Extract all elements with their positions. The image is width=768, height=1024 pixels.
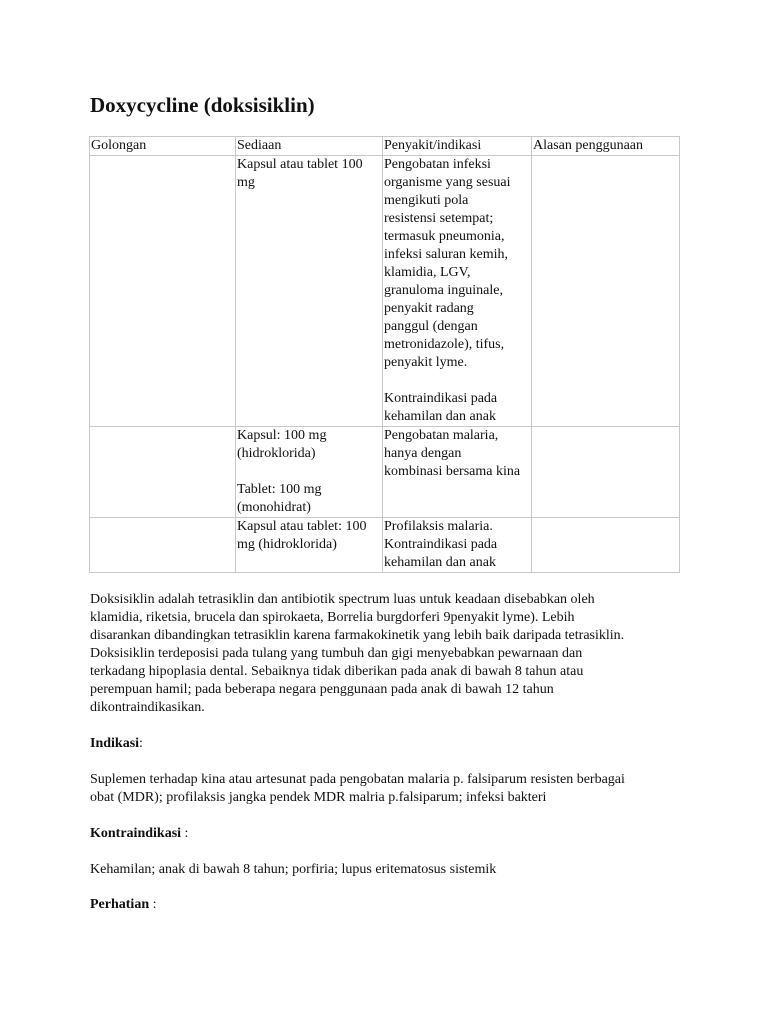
column-header-golongan: Golongan — [90, 137, 236, 156]
indikasi-paragraph — [90, 771, 680, 807]
cell-line: kehamilan dan anak — [384, 409, 496, 424]
cell-sediaan — [236, 518, 383, 573]
text-line: perempuan hamil; pada beberapa negara penggunaan pada anak di bawah 12 tahun — [90, 682, 554, 697]
cell-line: penyakit lyme. — [384, 355, 468, 370]
cell-line: hanya dengan — [384, 446, 462, 461]
cell-alasan — [532, 427, 680, 518]
cell-line: (hidroklorida) — [237, 446, 316, 461]
kontraindikasi-heading: Kontraindikasi — [90, 826, 182, 841]
paragraph-gap — [237, 463, 381, 481]
cell-line: organisme yang sesuai — [384, 175, 511, 190]
cell-line: Profilaksis malaria. — [384, 519, 493, 534]
cell-line: termasuk pneumonia, — [384, 229, 505, 244]
cell-line: resistensi setempat; — [384, 211, 494, 226]
page-title: Doxycycline (doksisiklin) — [90, 93, 315, 117]
cell-golongan — [90, 427, 236, 518]
column-header-sediaan: Sediaan — [236, 137, 383, 156]
cell-indikasi — [383, 156, 532, 427]
table-header-row — [90, 137, 680, 156]
cell-line: mg (hidroklorida) — [237, 537, 337, 552]
text-line: disarankan dibandingkan tetrasiklin karena farmakokinetik yang lebih baik daripada tetrasiklin. — [90, 628, 625, 643]
paragraph-gap — [384, 372, 530, 390]
cell-alasan — [532, 518, 680, 573]
cell-sediaan — [236, 427, 383, 518]
cell-alasan — [532, 156, 680, 427]
table-row — [90, 518, 680, 573]
cell-line: kombinasi bersama kina — [384, 464, 521, 479]
cell-line: Kapsul atau tablet 100 — [237, 157, 363, 172]
cell-line: granuloma inguinale, — [384, 283, 503, 298]
kontraindikasi-colon: : — [181, 826, 189, 841]
text-line: Doksisiklin adalah tetrasiklin dan antibiotik spectrum luas untuk keadaan disebabkan oleh — [90, 592, 595, 607]
text-line: Doksisiklin terdeposisi pada tulang yang tumbuh dan gigi menyebabkan pewarnaan dan — [90, 646, 583, 661]
text-line: Suplemen terhadap kina atau artesunat pada pengobatan malaria p. falsiparum resisten berbagai — [90, 772, 625, 787]
cell-indikasi — [383, 518, 532, 573]
cell-line: infeksi saluran kemih, — [384, 247, 509, 262]
cell-line: (monohidrat) — [237, 500, 311, 515]
cell-line: panggul (dengan — [384, 319, 478, 334]
perhatian-colon: : — [149, 897, 157, 912]
cell-line: mengikuti pola — [384, 193, 469, 208]
cell-sediaan — [236, 156, 383, 427]
text-line: obat (MDR); profilaksis jangka pendek MDR malria p.falsiparum; infeksi bakteri — [90, 790, 547, 805]
text-line: klamidia, riketsia, brucela dan spirokaeta, Borrelia burgdorferi 9penyakit lyme). Lebih — [90, 610, 575, 625]
text-line: Kehamilan; anak di bawah 8 tahun; porfiria; lupus eritematosus sistemik — [90, 862, 497, 877]
cell-golongan — [90, 156, 236, 427]
cell-line: Kapsul: 100 mg — [237, 428, 327, 443]
cell-line: Tablet: 100 mg — [237, 482, 322, 497]
cell-line: klamidia, LGV, — [384, 265, 471, 280]
cell-line: Pengobatan infeksi — [384, 157, 491, 172]
cell-indikasi — [383, 427, 532, 518]
table-row — [90, 156, 680, 427]
cell-line: penyakit radang — [384, 301, 474, 316]
indikasi-heading: Indikasi — [90, 736, 140, 751]
cell-line: kehamilan dan anak — [384, 555, 496, 570]
cell-line: Kapsul atau tablet: 100 — [237, 519, 367, 534]
cell-line: Pengobatan malaria, — [384, 428, 499, 443]
kontraindikasi-heading-line — [90, 825, 680, 843]
table-row — [90, 427, 680, 518]
cell-line: Kontraindikasi pada — [384, 537, 498, 552]
cell-line: mg — [237, 175, 255, 190]
perhatian-heading: Perhatian — [90, 897, 150, 912]
perhatian-heading-line — [90, 896, 680, 914]
drug-table — [89, 136, 680, 573]
indikasi-heading-line — [90, 735, 680, 753]
kontraindikasi-paragraph — [90, 861, 680, 879]
column-header-alasan: Alasan penggunaan — [532, 137, 680, 156]
indikasi-colon: : — [139, 736, 143, 751]
text-line: dikontraindikasikan. — [90, 700, 205, 715]
cell-golongan — [90, 518, 236, 573]
cell-line: metronidazole), tifus, — [384, 337, 505, 352]
column-header-indikasi: Penyakit/indikasi — [383, 137, 532, 156]
description-paragraph — [90, 591, 680, 717]
cell-line: Kontraindikasi pada — [384, 391, 498, 406]
text-line: terkadang hipoplasia dental. Sebaiknya tidak diberikan pada anak di bawah 8 tahun atau — [90, 664, 584, 679]
